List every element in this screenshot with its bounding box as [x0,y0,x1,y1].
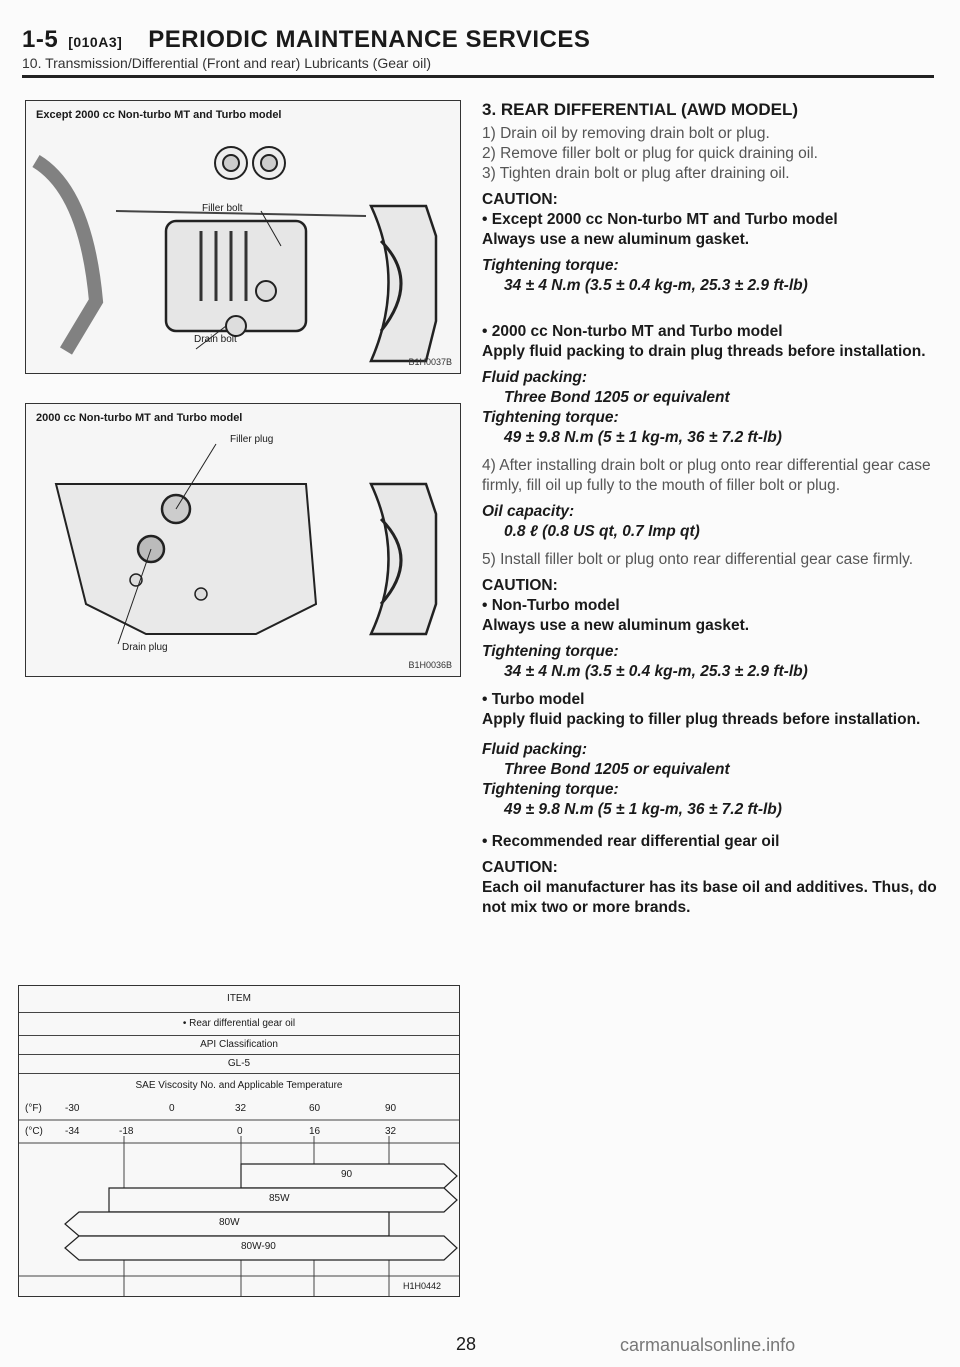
drain-bolt-label: Drain bolt [194,334,237,345]
caution-gasket: Always use a new aluminum gasket. [482,231,750,248]
packing-label: Fluid packing: [482,741,588,758]
tick-c: 32 [385,1126,397,1137]
tick-c: -18 [119,1126,134,1137]
step-2: 2) Remove filler bolt or plug for quick draining oil. [482,145,818,162]
filler-plug-label: Filler plug [230,434,274,445]
page-subtitle: 10. Transmission/Differential (Front and rear) Lubricants (Gear oil) [22,55,432,71]
figure-id: B1H0037B [408,357,452,367]
tick-f: 90 [385,1103,397,1114]
capacity-value: 0.8 ℓ (0.8 US qt, 0.7 Imp qt) [504,523,700,540]
tick-c: -34 [65,1126,80,1137]
celsius-label: (°C) [25,1126,43,1137]
grade-label: 80W-90 [241,1241,276,1252]
caution-model: • Turbo model [482,691,585,708]
torque-value: 49 ± 9.8 N.m (5 ± 1 kg-m, 36 ± 7.2 ft-lb) [504,429,782,446]
table-row-item: ITEM [19,986,459,1013]
torque-value: 34 ± 4 N.m (3.5 ± 0.4 kg-m, 25.3 ± 2.9 ft-lb) [504,277,808,294]
tick-f: 0 [169,1103,175,1114]
drain-plug-label: Drain plug [122,642,168,653]
figure-drain-bolt [25,100,461,374]
caution-model: • Non-Turbo model [482,597,620,614]
caution-final: Each oil manufacturer has its base oil and additives. Thus, do not mix two or more brands. [482,879,937,916]
page-title: PERIODIC MAINTENANCE SERVICES [148,26,591,53]
caution-heading: CAUTION: [482,859,558,876]
fahrenheit-label: (°F) [25,1103,42,1114]
figure-caption: Except 2000 cc Non-turbo MT and Turbo model [36,109,282,121]
procedure-column [482,100,937,918]
figure-caption: 2000 cc Non-turbo MT and Turbo model [36,412,243,424]
table-id: H1H0442 [403,1281,442,1291]
header-title-line [22,26,938,54]
grade-label: 80W [219,1217,240,1228]
caution-apply: Apply fluid packing to filler plug threads before installation. [482,711,921,728]
tick-c: 16 [309,1126,321,1137]
section-code: [010A3] [68,34,123,50]
packing-value: Three Bond 1205 or equivalent [504,761,730,778]
torque-value: 49 ± 9.8 N.m (5 ± 1 kg-m, 36 ± 7.2 ft-lb) [504,801,782,818]
grade-label: 85W [269,1193,290,1204]
tick-f: 60 [309,1103,321,1114]
recommended-oil: • Recommended rear differential gear oil [482,833,780,850]
capacity-label: Oil capacity: [482,503,575,520]
watermark: carmanualsonline.info [620,1335,796,1355]
torque-label: Tightening torque: [482,781,619,798]
step-3: 3) Tighten drain bolt or plug after draining oil. [482,165,790,182]
table-row-api: API Classification [19,1036,459,1055]
header-rule [22,75,934,78]
tick-c: 0 [237,1126,243,1137]
section-number: 1-5 [22,26,59,53]
gear-oil-table [18,985,460,1297]
viscosity-range-chart [19,986,459,1296]
tick-f: 32 [235,1103,247,1114]
step-4: 4) After installing drain bolt or plug onto rear differential gear case firmly, fill oil up fully to the mouth of filler bolt or plug. [482,457,931,494]
tick-f: -30 [65,1103,80,1114]
torque-value: 34 ± 4 N.m (3.5 ± 0.4 kg-m, 25.3 ± 2.9 ft-lb) [504,663,808,680]
torque-label: Tightening torque: [482,257,619,274]
table-row-gl: GL-5 [19,1055,459,1074]
differential-drawing-1 [26,101,460,373]
torque-label: Tightening torque: [482,409,619,426]
caution-heading: CAUTION: [482,191,558,208]
figure-id: B1H0036B [408,660,452,670]
filler-bolt-label: Filler bolt [202,203,243,214]
grade-label: 90 [341,1169,353,1180]
packing-value: Three Bond 1205 or equivalent [504,389,730,406]
caution-heading: CAUTION: [482,577,558,594]
section-heading: 3. REAR DIFFERENTIAL (AWD MODEL) [482,100,799,119]
table-row-sae: SAE Viscosity No. and Applicable Temperature [135,1080,343,1091]
page-number: 28 [456,1334,477,1354]
table-row-oil: • Rear differential gear oil [19,1013,459,1036]
step-5: 5) Install filler bolt or plug onto rear differential gear case firmly. [482,551,914,568]
caution-gasket: Always use a new aluminum gasket. [482,617,750,634]
caution-apply: Apply fluid packing to drain plug threads before installation. [482,343,926,360]
figure-drain-plug [25,403,461,677]
caution-model: • Except 2000 cc Non-turbo MT and Turbo model [482,211,838,228]
caution-model: • 2000 cc Non-turbo MT and Turbo model [482,323,783,340]
torque-label: Tightening torque: [482,643,619,660]
packing-label: Fluid packing: [482,369,588,386]
page-header [22,26,938,71]
step-1: 1) Drain oil by removing drain bolt or plug. [482,125,770,142]
